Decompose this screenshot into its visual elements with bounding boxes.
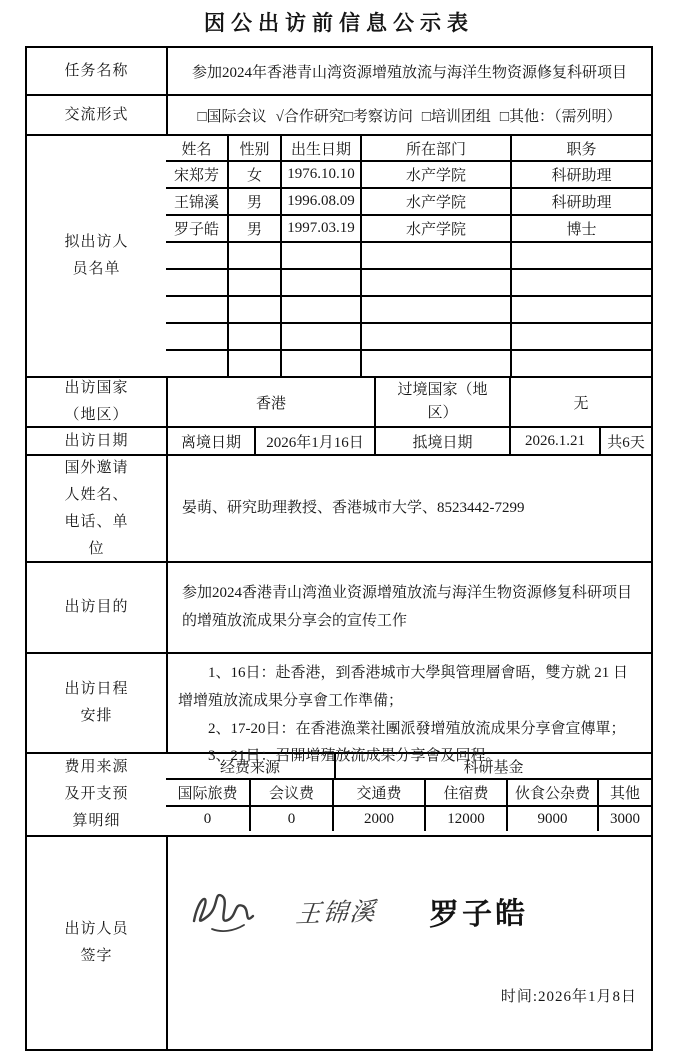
personnel-label xyxy=(27,136,166,376)
empty-cell xyxy=(166,297,227,322)
budget-col-conference: 会议费 xyxy=(249,780,332,805)
row-personnel xyxy=(27,134,651,376)
budget-value-meals: 9000 xyxy=(506,807,597,831)
itinerary-text xyxy=(166,654,651,765)
budget-value-row xyxy=(166,805,651,831)
signature-time: 时间:2026年1月8日 xyxy=(500,989,637,1005)
itinerary-item: 2、17-20日：在香港漁業社團派發增殖放流成果分享會宣傳單； xyxy=(208,720,626,737)
table-row-empty xyxy=(166,349,651,376)
empty-cell xyxy=(360,324,510,349)
name-cell: 罗子皓 xyxy=(173,222,219,238)
gender-cell: 女 xyxy=(227,162,280,187)
name-cell: 王锦溪 xyxy=(173,195,219,211)
signature-strip xyxy=(186,885,528,937)
budget-col-other: 其他 xyxy=(597,780,651,805)
itinerary-label-line2: 安排 xyxy=(80,708,113,724)
budget-value-conference: 0 xyxy=(249,807,332,831)
depart-date-value: 2026年1月16日 xyxy=(254,428,374,454)
empty-cell xyxy=(166,243,227,268)
destination-label-line1: 出访国家 xyxy=(64,380,129,396)
funding-source-label: 经费来源 xyxy=(219,759,280,776)
name-cell: 宋郑芳 xyxy=(173,168,219,184)
signature-label-line1: 出访人员 xyxy=(64,921,129,937)
destination-label xyxy=(27,378,166,426)
purpose-text: 参加2024香港青山湾渔业资源增殖放流与海洋生物资源修复科研项目的增殖放流成果分享会的宣传工作 xyxy=(166,563,651,652)
birthdate-cell: 1976.10.10 xyxy=(280,162,360,187)
option-training-group: □培训团组 xyxy=(421,108,491,125)
itinerary-label-line1: 出访日程 xyxy=(64,681,129,697)
budget-group-row xyxy=(166,754,651,778)
budget-label xyxy=(27,754,166,835)
col-header-department: 所在部门 xyxy=(360,136,510,160)
option-other: □其他：（需列明） xyxy=(499,108,622,125)
empty-cell xyxy=(510,324,651,349)
purpose-label xyxy=(27,563,166,652)
row-inviter xyxy=(27,454,651,561)
empty-cell xyxy=(360,297,510,322)
empty-cell xyxy=(510,270,651,295)
destination-country: 香港 xyxy=(166,378,374,426)
exchange-label-text: 交流形式 xyxy=(64,106,129,123)
row-destination xyxy=(27,376,651,426)
transit-label xyxy=(374,378,509,426)
destination-label-line2: （地区） xyxy=(64,407,129,423)
row-signature xyxy=(27,835,651,1049)
inviter-label-line1: 国外邀请 xyxy=(64,459,129,476)
col-header-gender: 性别 xyxy=(227,136,280,160)
empty-cell xyxy=(227,324,280,349)
personnel-label-line2: 员名单 xyxy=(72,261,121,277)
inviter-info: 晏萌、研究助理教授、香港城市大学、8523442-7299 xyxy=(166,456,651,561)
option-cooperative-research-checked: √合作研究 xyxy=(275,108,344,125)
empty-cell xyxy=(166,270,227,295)
signature-name-luo: 罗子皓 xyxy=(428,897,529,932)
task-name-label-text: 任务名称 xyxy=(64,62,129,79)
signature-label-line2: 签字 xyxy=(80,948,113,964)
signature-name-wang: 王锦溪 xyxy=(294,898,379,929)
inviter-label-line4: 位 xyxy=(88,540,105,557)
page-title: 因公出访前信息公示表 xyxy=(204,11,474,35)
empty-cell xyxy=(360,351,510,376)
itinerary-label xyxy=(27,654,166,752)
table-row-empty xyxy=(166,241,651,268)
task-name-label xyxy=(27,48,166,94)
col-header-position: 职务 xyxy=(510,136,651,160)
personnel-table xyxy=(166,136,651,376)
budget-label-line3: 算明细 xyxy=(72,813,121,829)
empty-cell xyxy=(510,243,651,268)
budget-value-other: 3000 xyxy=(597,807,651,831)
department-cell: 水产学院 xyxy=(360,162,510,187)
empty-cell xyxy=(227,243,280,268)
gender-cell: 男 xyxy=(227,189,280,214)
table-row xyxy=(166,187,651,214)
form-table xyxy=(25,46,653,1051)
birthdate-cell: 1996.08.09 xyxy=(280,189,360,214)
position-cell: 博士 xyxy=(510,216,651,241)
position-cell: 科研助理 xyxy=(510,162,651,187)
research-fund-label: 科研基金 xyxy=(334,754,651,778)
empty-cell xyxy=(360,270,510,295)
budget-col-meals: 伙食公杂费 xyxy=(506,780,597,805)
empty-cell xyxy=(280,270,360,295)
birthdate-cell: 1997.03.19 xyxy=(280,216,360,241)
empty-cell xyxy=(280,243,360,268)
personnel-label-line1: 拟出访人 xyxy=(64,234,129,250)
empty-cell xyxy=(360,243,510,268)
empty-cell xyxy=(280,351,360,376)
inviter-label-line3: 电话、单 xyxy=(64,513,129,530)
budget-col-lodging: 住宿费 xyxy=(424,780,506,805)
transit-label-line1: 过境国家（地 xyxy=(397,381,488,398)
empty-cell xyxy=(280,324,360,349)
position-cell: 科研助理 xyxy=(510,189,651,214)
budget-header-row xyxy=(166,778,651,805)
itinerary-item: 3、21日：召開增殖放流成果分享會及回程。 xyxy=(208,748,501,765)
itinerary-item: 1、16日：赴香港，到香港城市大學與管理層會晤，雙方就 21 日增增殖放流成果分享會工作準備； xyxy=(178,665,629,709)
arrive-date-label: 抵境日期 xyxy=(374,428,509,454)
empty-cell xyxy=(227,351,280,376)
option-international-conference: □国际会议 xyxy=(197,108,267,125)
row-purpose xyxy=(27,561,651,652)
budget-table xyxy=(166,754,651,835)
table-row xyxy=(166,214,651,241)
budget-col-transport: 交通费 xyxy=(332,780,424,805)
purpose-label-text: 出访目的 xyxy=(64,599,129,615)
dates-label xyxy=(27,428,166,454)
budget-value-intl-travel: 0 xyxy=(203,810,212,827)
inviter-label-line2: 人姓名、 xyxy=(64,486,129,503)
empty-cell xyxy=(166,351,227,376)
table-row-empty xyxy=(166,295,651,322)
budget-label-line2: 及开支预 xyxy=(64,786,129,802)
row-task xyxy=(27,48,651,94)
transit-label-line2: 区） xyxy=(427,405,458,421)
empty-cell xyxy=(166,324,227,349)
dates-label-text: 出访日期 xyxy=(64,432,129,449)
department-cell: 水产学院 xyxy=(360,216,510,241)
signature-scribble-graphic xyxy=(186,885,258,937)
table-row-empty xyxy=(166,268,651,295)
budget-label-line1: 费用来源 xyxy=(64,759,129,775)
budget-value-lodging: 12000 xyxy=(424,807,506,831)
arrive-date-value: 2026.1.21 xyxy=(509,428,599,454)
empty-cell xyxy=(280,297,360,322)
row-dates xyxy=(27,426,651,454)
empty-cell xyxy=(510,351,651,376)
table-row-empty xyxy=(166,322,651,349)
task-name-value: 参加2024年香港青山湾资源增殖放流与海洋生物资源修复科研项目 xyxy=(166,48,651,94)
depart-date-label: 离境日期 xyxy=(166,428,254,454)
inviter-label xyxy=(27,456,166,561)
budget-col-intl-travel: 国际旅费 xyxy=(177,786,238,802)
col-header-birthdate: 出生日期 xyxy=(280,136,360,160)
signature-label xyxy=(27,837,166,1049)
empty-cell xyxy=(510,297,651,322)
trip-duration: 共6天 xyxy=(599,428,651,454)
row-exchange xyxy=(27,94,651,134)
col-header-name: 姓名 xyxy=(181,141,212,158)
exchange-options xyxy=(166,96,651,134)
empty-cell xyxy=(227,270,280,295)
row-budget xyxy=(27,752,651,835)
table-row xyxy=(166,160,651,187)
gender-cell: 男 xyxy=(227,216,280,241)
empty-cell xyxy=(227,297,280,322)
personnel-header-row xyxy=(166,136,651,160)
budget-value-transport: 2000 xyxy=(332,807,424,831)
transit-value: 无 xyxy=(509,378,651,426)
row-itinerary xyxy=(27,652,651,765)
exchange-label xyxy=(27,96,166,134)
department-cell: 水产学院 xyxy=(360,189,510,214)
signature-area xyxy=(166,837,651,1049)
option-inspection-visit: □考察访问 xyxy=(343,108,413,125)
